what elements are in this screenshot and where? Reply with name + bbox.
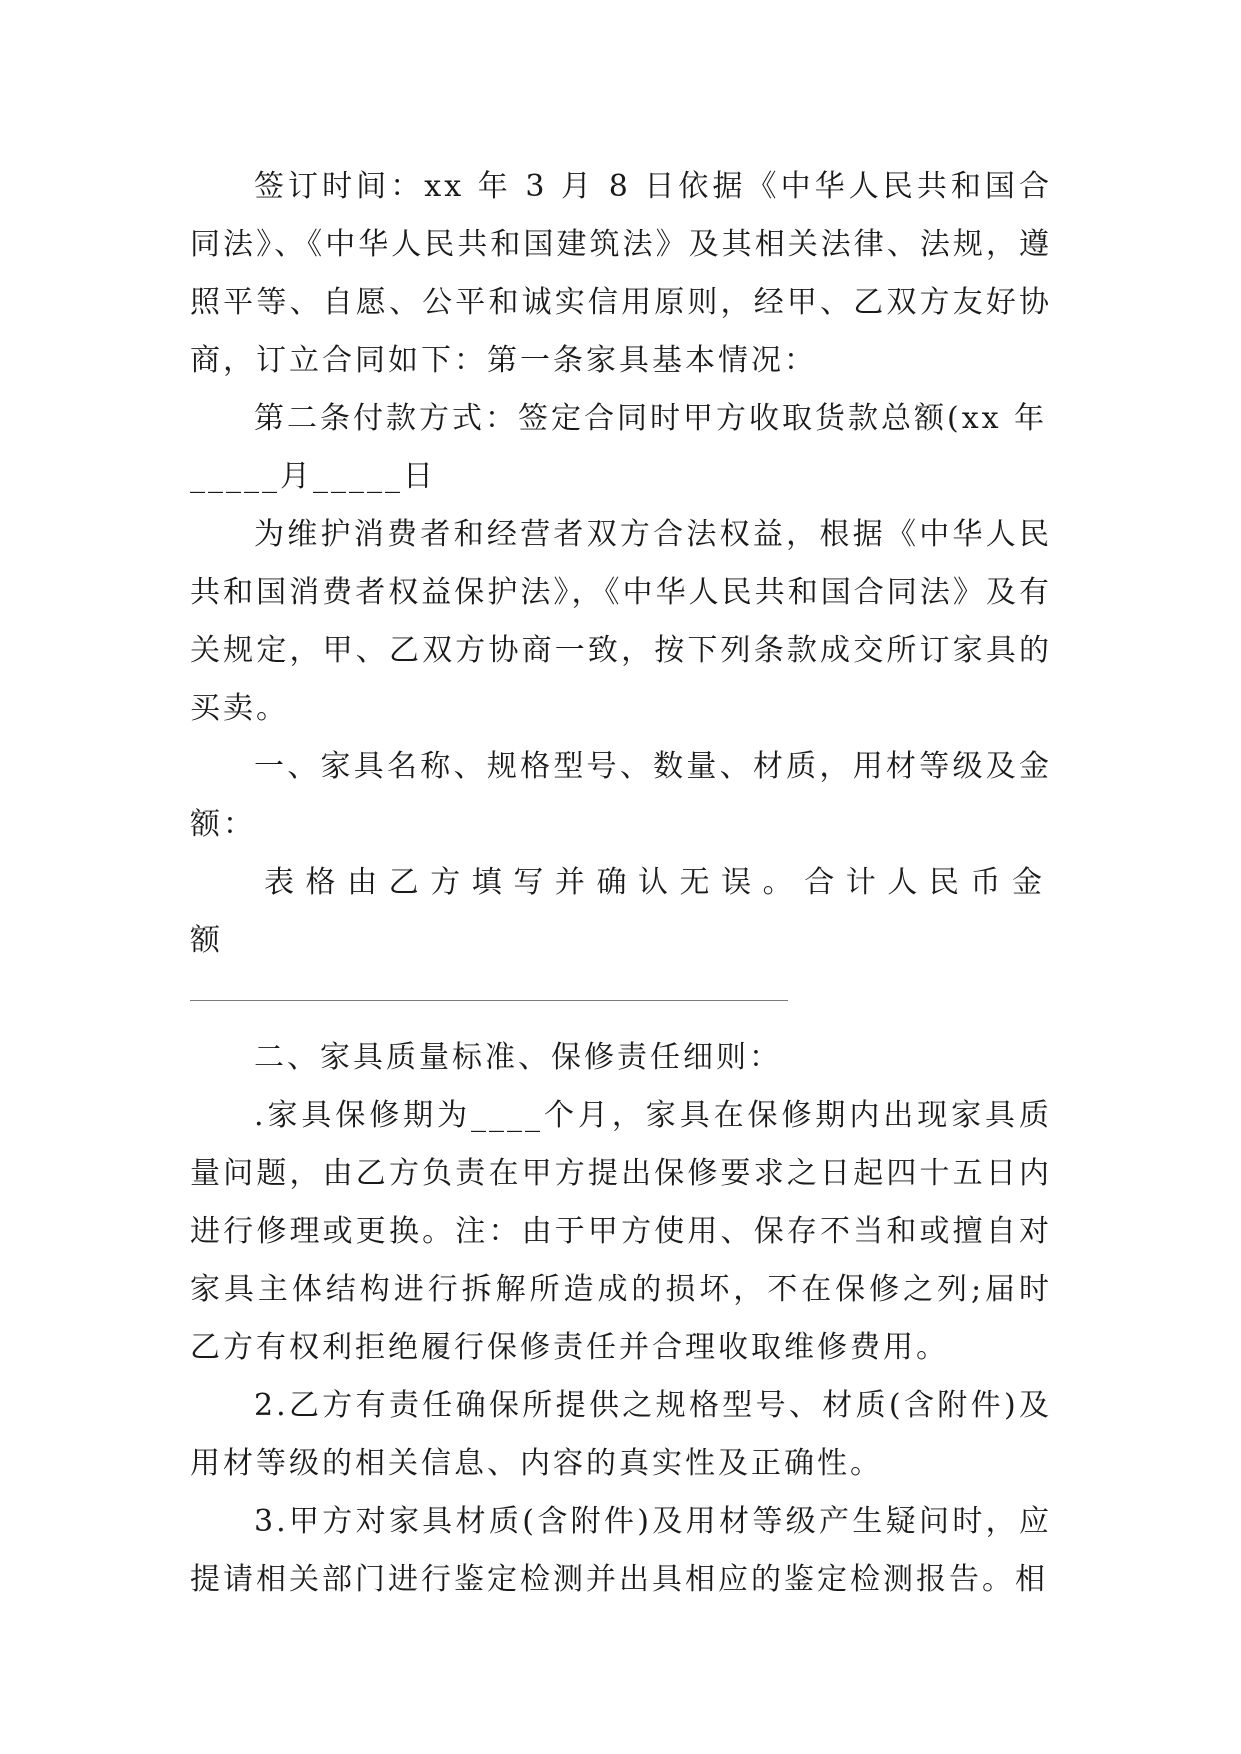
paragraph-clause-3: 3.甲方对家具材质(含附件)及用材等级产生疑问时，应提请相关部门进行鉴定检测并出具相应的鉴定检测报告。相 bbox=[190, 1504, 1052, 1597]
paragraph-purpose: 为维护消费者和经营者双方合法权益，根据《中华人民共和国消费者权益保护法》，《中华人民共和国合同法》及有关规定，甲、乙双方协商一致，按下列条款成交所订家具的买卖。 bbox=[190, 517, 1052, 726]
document-page bbox=[190, 158, 1052, 1609]
paragraph-clause-2: 2.乙方有责任确保所提供之规格型号、材质(含附件)及用材等级的相关信息、内容的真实性及正确性。 bbox=[190, 1388, 1052, 1481]
paragraph-section-two: 二、家具质量标准、保修责任细则： bbox=[254, 1040, 782, 1075]
paragraph-warranty-period: .家具保修期为____个月，家具在保修期内出现家具质量问题，由乙方负责在甲方提出保修要求之日起四十五日内进行修理或更换。注：由于甲方使用、保存不当和或擅自对家具主体结构进行拆解所造成的损坏，不在保修之列;届时乙方有权利拒绝履行保修责任并合理收取维修费用。 bbox=[190, 1098, 1052, 1365]
paragraph-table-note: 表格由乙方填写并确认无误。合计人民币金额 bbox=[190, 865, 1052, 958]
amount-blank-line bbox=[190, 1000, 788, 1001]
paragraph-signing-time: 签订时间：xx 年 3 月 8 日依据《中华人民共和国合同法》、《中华人民共和国建筑法》及其相关法律、法规，遵照平等、自愿、公平和诚实信用原则，经甲、乙双方友好协商，订立合同如下：第一条家具基本情况： bbox=[190, 169, 1052, 378]
paragraph-payment-method: 第二条付款方式：签定合同时甲方收取货款总额(xx 年 bbox=[254, 401, 1048, 436]
paragraph-date-blank: _____月_____日 bbox=[190, 459, 436, 494]
paragraph-section-one: 一、家具名称、规格型号、数量、材质，用材等级及金额： bbox=[190, 749, 1052, 842]
